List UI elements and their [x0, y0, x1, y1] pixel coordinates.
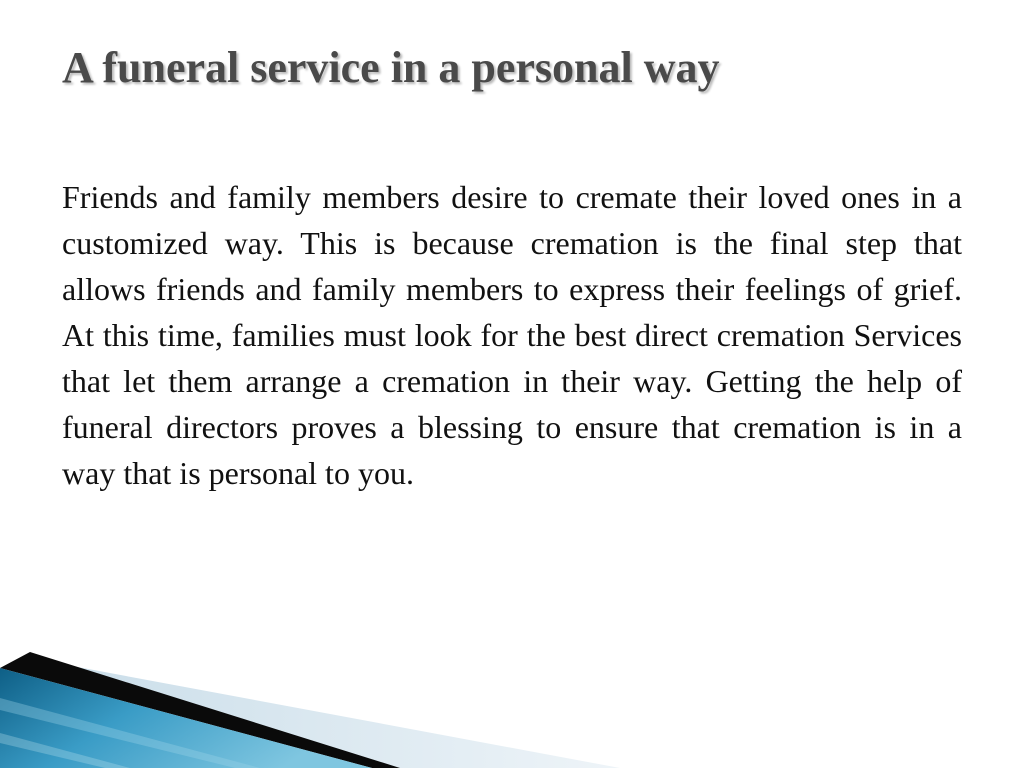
slide-body-text: Friends and family members desire to cremate their loved ones in a customized way. This is because cremation is the final step that allows friends and family members to express their feelings of grief. At this time, families must look for the best direct cremation Services that let them arrange a cremation in their way. Getting the help of funeral directors proves a blessing to ensure that cremation is in a way that is personal to you. — [62, 179, 962, 491]
slide-title: A funeral service in a personal way — [62, 43, 720, 92]
blue-swoosh-graphic — [0, 638, 620, 768]
